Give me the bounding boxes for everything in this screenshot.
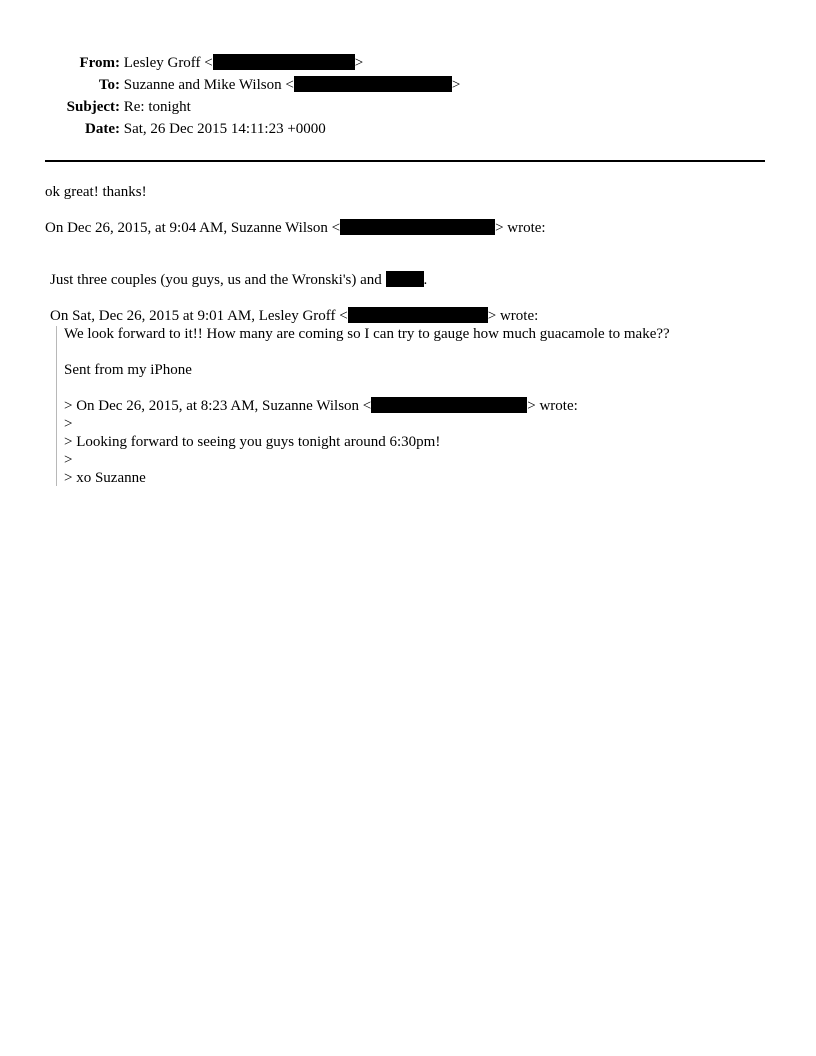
quoted-line-5: > Looking forward to seeing you guys tonight around 6:30pm! xyxy=(64,434,441,450)
subject-label: Subject: xyxy=(66,99,120,115)
attribution-2-prefix: On Sat, Dec 26, 2015 at 9:01 AM, Lesley Groff < xyxy=(50,308,348,324)
message-2-line xyxy=(50,271,427,289)
attribution-1-prefix: On Dec 26, 2015, at 9:04 AM, Suzanne Wilson < xyxy=(45,220,341,236)
quoted-line-6: > xyxy=(64,452,73,468)
attribution-2-suffix: > wrote: xyxy=(487,308,539,324)
quoted-line-4: > xyxy=(64,416,73,432)
date-label: Date: xyxy=(85,121,120,137)
quoted-line-3-suffix: > wrote: xyxy=(527,398,578,414)
redaction-box xyxy=(213,54,355,70)
redaction-box xyxy=(348,307,488,323)
quoted-line-1: We look forward to it!! How many are coming so I can try to gauge how much guacamole to make?? xyxy=(64,326,670,342)
to-close: > xyxy=(451,77,461,93)
redaction-box xyxy=(386,271,424,287)
redaction-box xyxy=(340,219,495,235)
from-label: From: xyxy=(79,55,120,71)
quote-bar xyxy=(56,326,57,486)
redaction-box xyxy=(294,76,452,92)
date-value: Sat, 26 Dec 2015 14:11:23 +0000 xyxy=(123,121,326,137)
message-2-text: Just three couples (you guys, us and the Wronski's) and xyxy=(50,272,386,288)
quoted-line-3-prefix: > On Dec 26, 2015, at 8:23 AM, Suzanne Wilson < xyxy=(64,398,372,414)
header-from-row xyxy=(0,54,363,72)
to-label: To: xyxy=(98,77,120,93)
reply-line: ok great! thanks! xyxy=(45,184,147,200)
quoted-line-2: Sent from my iPhone xyxy=(64,362,192,378)
attribution-1-suffix: > wrote: xyxy=(495,220,546,236)
header-date-row xyxy=(0,120,326,138)
header-to-row xyxy=(0,76,460,94)
header-divider xyxy=(45,160,765,162)
from-close: > xyxy=(354,55,364,71)
quoted-line-3 xyxy=(64,397,578,415)
from-value: Lesley Groff < xyxy=(123,55,213,71)
attribution-2 xyxy=(50,307,538,325)
to-value: Suzanne and Mike Wilson < xyxy=(123,77,294,93)
header-subject-row xyxy=(0,98,191,116)
quoted-line-7: > xo Suzanne xyxy=(64,470,146,486)
subject-value: Re: tonight xyxy=(123,99,191,115)
redaction-box xyxy=(371,397,527,413)
message-2-end: . xyxy=(423,272,428,288)
attribution-1 xyxy=(45,219,546,237)
